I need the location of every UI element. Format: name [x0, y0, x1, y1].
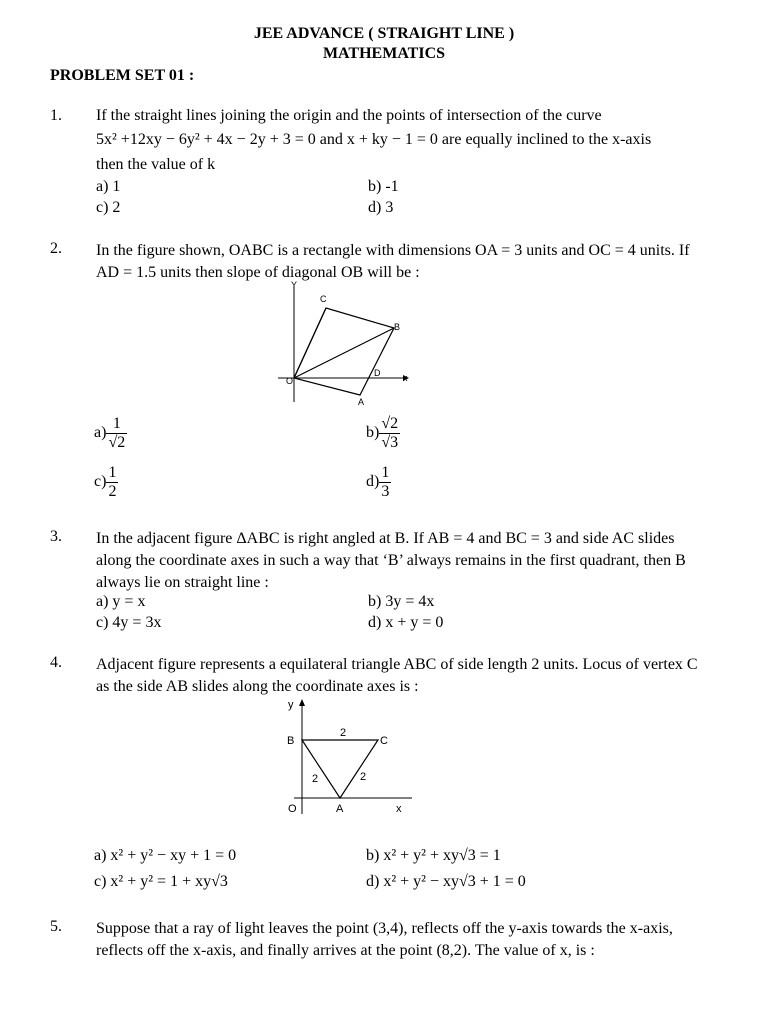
option-label: c) — [94, 473, 107, 491]
fraction-numerator: 1 — [381, 464, 390, 481]
question-number: 1. — [50, 107, 62, 124]
option-label: b) — [366, 424, 380, 442]
question-text-line: If the straight lines joining the origin and the points of intersection of the curve — [96, 107, 602, 124]
fraction-numerator: √2 — [381, 415, 399, 432]
fraction-denominator: 3 — [381, 483, 390, 500]
fig-label-c: C — [380, 735, 388, 747]
question-number: 3. — [50, 528, 62, 545]
fig-label-y: Y — [291, 280, 298, 290]
fig-label-b: B — [287, 735, 295, 747]
page-title: JEE ADVANCE ( STRAIGHT LINE ) — [253, 25, 515, 42]
fig-label-d: D — [374, 368, 381, 378]
option-b — [366, 415, 400, 452]
option-b: b) x² + y² + xy√3 = 1 — [366, 847, 501, 864]
option-label: d) — [366, 473, 380, 491]
triangle-figure — [280, 696, 420, 816]
option-c: c) 4y = 3x — [96, 614, 162, 631]
question-text: In the figure shown, OABC is a rectangle with dimensions OA = 3 units and OC = 4 units. If AD = 1.5 units then slope of diagonal OB will be : — [96, 242, 690, 281]
fig-side-label: 2 — [312, 773, 319, 785]
option-a: a) x² + y² − xy + 1 = 0 — [94, 847, 237, 864]
question-number: 5. — [50, 918, 62, 935]
option-d: d) x² + y² − xy√3 + 1 = 0 — [366, 873, 526, 890]
option-b: b) -1 — [368, 178, 399, 195]
fig-label-a: A — [336, 803, 344, 815]
option-d: d) x + y = 0 — [368, 614, 444, 631]
fig-side-label: 2 — [360, 771, 367, 783]
option-a: a) y = x — [96, 593, 146, 610]
fig-label-a: A — [358, 397, 365, 407]
option-d: d) 3 — [368, 199, 394, 216]
question-text-line: then the value of k — [96, 156, 216, 173]
question-text-line: 5x² +12xy − 6y² + 4x − 2y + 3 = 0 and x + ky − 1 = 0 are equally inclined to the x-axis — [96, 131, 652, 148]
option-c: c) 2 — [96, 199, 121, 216]
fig-label-x: x — [403, 373, 408, 383]
fraction-numerator: 1 — [106, 415, 127, 434]
option-label: a) — [94, 424, 107, 442]
fig-label-o: O — [288, 803, 297, 815]
rectangle-figure — [276, 280, 416, 410]
fig-label-o: O — [286, 376, 294, 386]
fig-label-x: x — [396, 803, 402, 815]
option-a: a) 1 — [96, 178, 121, 195]
fig-label-b: B — [394, 322, 401, 332]
question-text: Suppose that a ray of light leaves the point (3,4), reflects off the y-axis towards the x-axis, reflects off the x-axis, and finally arrives at the point (8,2). The value of x, is : — [96, 920, 673, 959]
page-subtitle: MATHEMATICS — [322, 45, 446, 62]
fraction-denominator: √3 — [381, 434, 399, 451]
question-text: In the adjacent figure ΔABC is right angled at B. If AB = 4 and BC = 3 and side AC slides along the coordinate axes in such a way that ‘B’ always remains in the first quadrant, then B always lie on straight line : — [96, 530, 686, 591]
problem-set-label: PROBLEM SET 01 : — [50, 67, 195, 84]
question-text: Adjacent figure represents a equilateral triangle ABC of side length 2 units. Locus of vertex C as the side AB slides along the coordinate axes is : — [96, 656, 698, 695]
fraction-denominator: √2 — [108, 434, 126, 451]
option-c — [94, 464, 118, 501]
option-b: b) 3y = 4x — [368, 593, 435, 610]
fig-side-label: 2 — [340, 727, 347, 739]
fraction-denominator: 2 — [108, 483, 117, 500]
fig-label-c: C — [320, 294, 327, 304]
option-c: c) x² + y² = 1 + xy√3 — [94, 873, 228, 890]
question-number: 2. — [50, 240, 62, 257]
fig-label-y: y — [288, 699, 294, 711]
option-d — [366, 464, 391, 501]
option-a — [94, 415, 127, 452]
question-number: 4. — [50, 654, 62, 671]
fraction-numerator: 1 — [108, 464, 117, 481]
